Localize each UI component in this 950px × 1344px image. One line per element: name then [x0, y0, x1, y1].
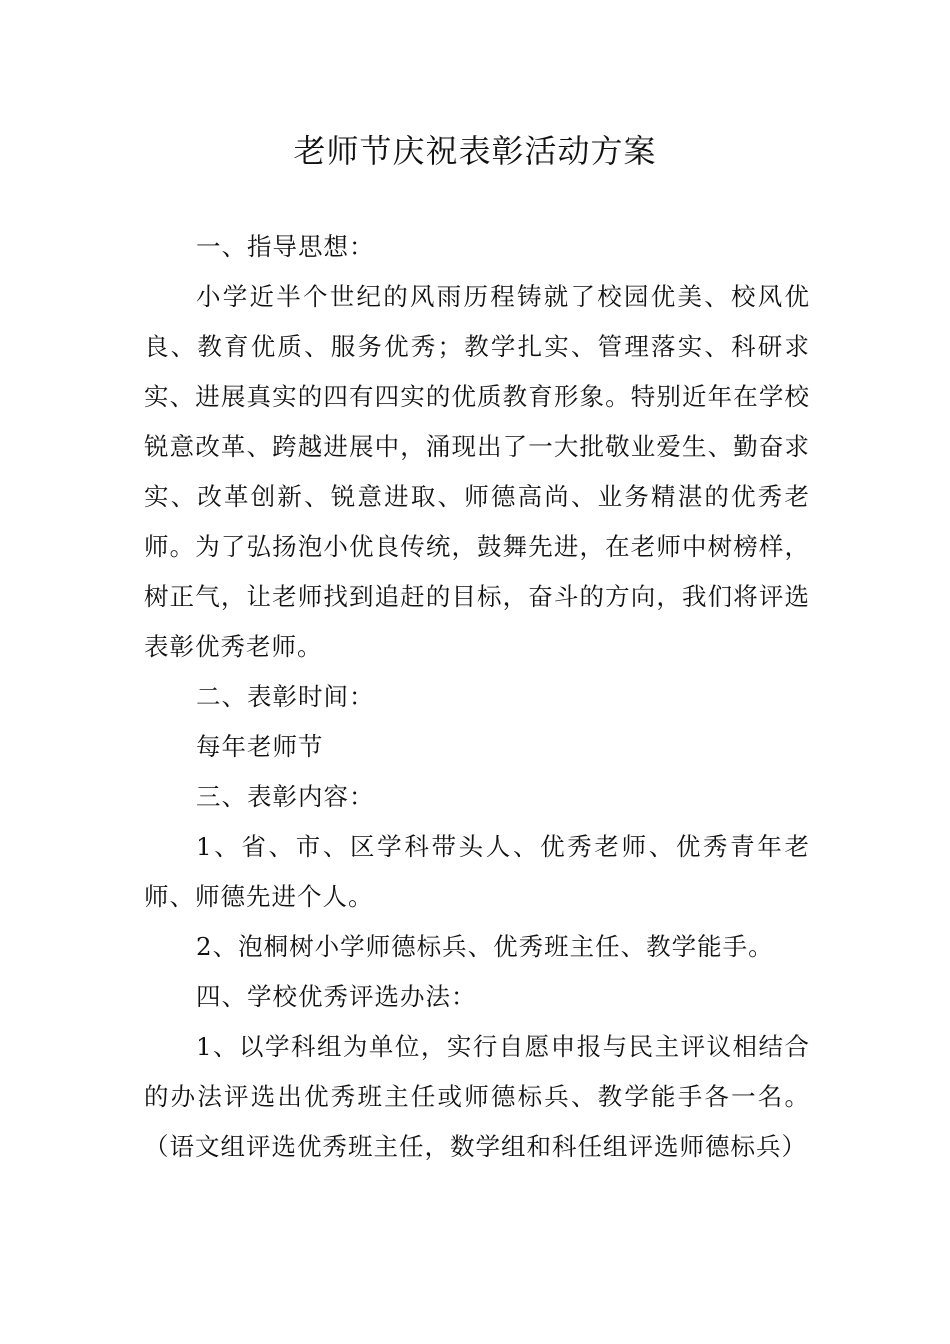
list-item-award-content-2: 2、泡桐树小学师德标兵、优秀班主任、教学能手。 — [196, 932, 774, 961]
list-item-selection-method-1: 1、以学科组为单位，实行自愿申报与民主评议相结合的办法评选出优秀班主任或师德标兵、教学能手各一名。（语文组评选优秀班主任，数学组和科任组评选师德标兵） — [144, 1032, 810, 1161]
section-heading-selection-method: 四、学校优秀评选办法： — [196, 982, 477, 1011]
list-item-award-content-1: 1、省、市、区学科带头人、优秀老师、优秀青年老师、师德先进个人。 — [144, 832, 810, 911]
paragraph-award-time: 每年老师节 — [196, 732, 324, 761]
section-heading-guiding-ideology: 一、指导思想： — [196, 232, 375, 261]
document-title: 老师节庆祝表彰活动方案 — [293, 132, 657, 170]
section-heading-award-content: 三、表彰内容： — [196, 782, 375, 811]
section-heading-award-time: 二、表彰时间： — [196, 682, 375, 711]
document-body — [144, 222, 810, 1172]
paragraph-guiding-ideology: 小学近半个世纪的风雨历程铸就了校园优美、校风优良、教育优质、服务优秀；教学扎实、管理落实、科研求实、进展真实的四有四实的优质教育形象。特别近年在学校锐意改革、跨越进展中，涌现出了一大批敬业爱生、勤奋求实、改革创新、锐意进取、师德高尚、业务精湛的优秀老师。为了弘扬泡小优良传统，鼓舞先进，在老师中树榜样，树正气，让老师找到追赶的目标，奋斗的方向，我们将评选表彰优秀老师。 — [144, 282, 810, 661]
